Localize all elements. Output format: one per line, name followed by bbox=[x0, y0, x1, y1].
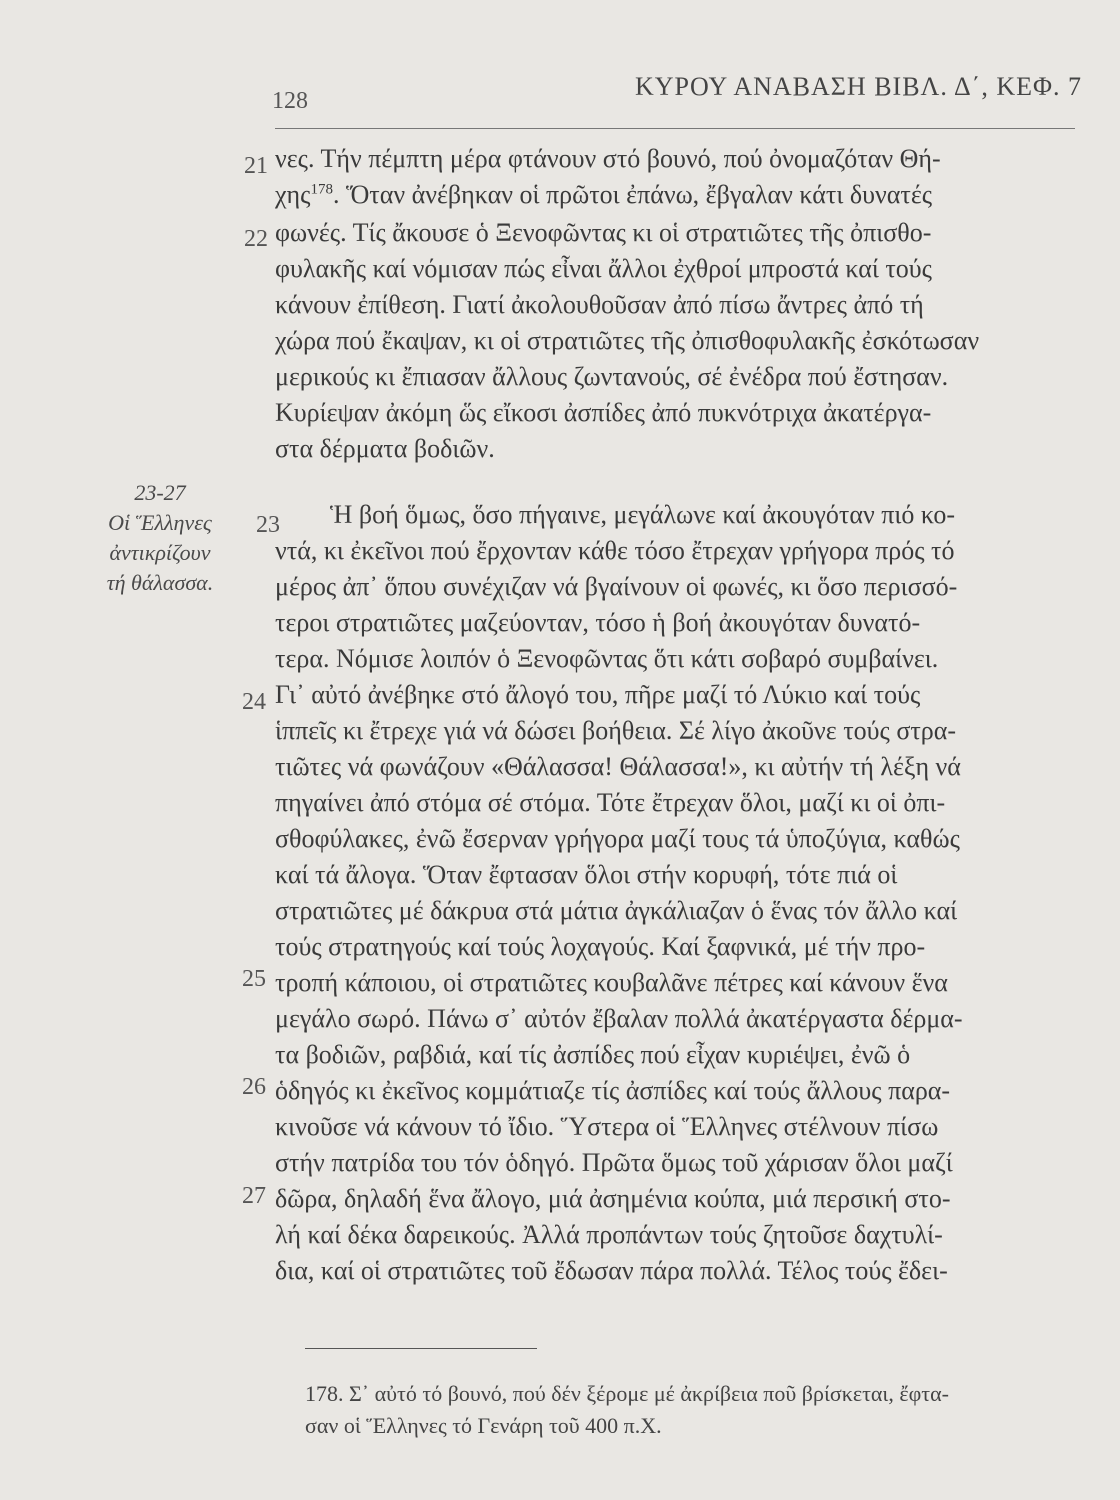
text-line: φωνές. Τίς ἄκουσε ὁ Ξενοφῶντας κι οἱ στρατιῶτες τῆς ὀπισθο- bbox=[275, 218, 932, 247]
margin-note-line: ἀντικρίζουν bbox=[109, 540, 211, 565]
margin-note-line: Οἱ Ἕλληνες bbox=[108, 510, 212, 535]
text-line: μερικούς κι ἔπιασαν ἄλλους ζωντανούς, σέ ἐνέδρα πού ἔστησαν. bbox=[275, 362, 949, 391]
section-number: 23 bbox=[256, 512, 280, 538]
text-line: καί τά ἄλογα. Ὅταν ἔφτασαν ὅλοι στήν κορυφή, τότε πιά οἱ bbox=[275, 860, 898, 889]
text-line: ντά, κι ἐκεῖνοι πού ἔρχονταν κάθε τόσο ἔτρεχαν γρήγορα πρός τό bbox=[275, 536, 955, 565]
section-number: 22 bbox=[244, 226, 268, 252]
text-line: Ἡ βοή ὅμως, ὅσο πήγαινε, μεγάλωνε καί ἀκουγόταν πιό κο- bbox=[330, 500, 956, 529]
footnote-ref: 178 bbox=[310, 181, 333, 198]
running-head: ΚΥΡΟΥ ΑΝΑΒΑΣΗ ΒΙΒΛ. Δ΄, ΚΕΦ. 7 bbox=[634, 72, 1082, 101]
section-number: 27 bbox=[242, 1183, 266, 1209]
text-line: τιῶτες νά φωνάζουν «Θάλασσα! Θάλασσα!», κι αὐτήν τή λέξη νά bbox=[275, 752, 961, 781]
footnote-line: 178. Σ᾽ αὐτό τό βουνό, πού δέν ξέρομε μέ ἀκρίβεια ποῦ βρίσκεται, ἔφτα- bbox=[305, 1381, 949, 1406]
text-line: μέρος ἀπ᾽ ὅπου συνέχιζαν νά βγαίνουν οἱ φωνές, κι ὅσο περισσό- bbox=[275, 572, 958, 601]
text-line: χης$^{178}$. Ὅταν ἀνέβηκαν οἱ πρῶτοι ἐπάνω, ἔβγαλαν κάτι δυνατές bbox=[275, 180, 933, 209]
text-line: λή καί δέκα δαρεικούς. Ἀλλά προπάντων τούς ζητοῦσε δαχτυλί- bbox=[275, 1220, 943, 1249]
text-line: Κυρίεψαν ἀκόμη ὥς εἴκοσι ἀσπίδες ἀπό πυκνότριχα ἀκατέργα- bbox=[275, 398, 932, 427]
section-number: 21 bbox=[244, 153, 268, 179]
section-number: 25 bbox=[242, 966, 266, 992]
text-line: στα δέρματα βοδιῶν. bbox=[275, 434, 495, 463]
margin-note-range: 23-27 bbox=[134, 480, 186, 505]
text-line: νες. Τήν πέμπτη μέρα φτάνουν στό βουνό, πού ὀνομαζόταν Θή- bbox=[275, 144, 941, 173]
text-line: κινοῦσε νά κάνουν τό ἴδιο. Ὕστερα οἱ Ἕλληνες στέλνουν πίσω bbox=[275, 1112, 939, 1141]
text-line: τερα. Νόμισε λοιπόν ὁ Ξενοφῶντας ὅτι κάτι σοβαρό συμβαίνει. bbox=[275, 644, 939, 673]
text-line: Γι᾽ αὐτό ἀνέβηκε στό ἄλογό του, πῆρε μαζί τό Λύκιο καί τούς bbox=[275, 680, 921, 709]
text-line: τεροι στρατιῶτες μαζεύονταν, τόσο ἡ βοή ἀκουγόταν δυνατό- bbox=[275, 608, 921, 637]
text-line: δῶρα, δηλαδή ἕνα ἄλογο, μιά ἀσημένια κούπα, μιά περσική στο- bbox=[275, 1184, 951, 1213]
section-number: 24 bbox=[242, 689, 266, 715]
footnote-line: σαν οἱ Ἕλληνες τό Γενάρη τοῦ 400 π.Χ. bbox=[305, 1413, 662, 1438]
text-line: φυλακῆς καί νόμισαν πώς εἶναι ἄλλοι ἐχθροί μπροστά καί τούς bbox=[275, 254, 932, 283]
text-line: κάνουν ἐπίθεση. Γιατί ἀκολουθοῦσαν ἀπό πίσω ἄντρες ἀπό τή bbox=[275, 290, 924, 319]
text-line: σθοφύλακες, ἐνῶ ἔσερναν γρήγορα μαζί τους τά ὑποζύγια, καθώς bbox=[275, 824, 960, 853]
text-line: ἱππεῖς κι ἔτρεχε γιά νά δώσει βοήθεια. Σέ λίγο ἀκοῦνε τούς στρα- bbox=[275, 716, 957, 745]
text-line: πηγαίνει ἀπό στόμα σέ στόμα. Τότε ἔτρεχαν ὅλοι, μαζί κι οἱ ὀπι- bbox=[275, 788, 946, 817]
margin-note-line: τή θάλασσα. bbox=[106, 570, 214, 595]
text-line: τροπή κάποιου, οἱ στρατιῶτες κουβαλᾶνε πέτρες καί κάνουν ἕνα bbox=[275, 968, 948, 997]
text-line: ὁδηγός κι ἐκεῖνος κομμάτιαζε τίς ἀσπίδες καί τούς ἄλλους παρα- bbox=[275, 1076, 951, 1105]
text-line: μεγάλο σωρό. Πάνω σ᾽ αὐτόν ἔβαλαν πολλά ἀκατέργαστα δέρμα- bbox=[275, 1004, 963, 1033]
text-line: τούς στρατηγούς καί τούς λοχαγούς. Καί ξαφνικά, μέ τήν προ- bbox=[275, 932, 926, 961]
section-number: 26 bbox=[242, 1074, 266, 1100]
text-line: στρατιῶτες μέ δάκρυα στά μάτια ἀγκάλιαζαν ὁ ἕνας τόν ἄλλο καί bbox=[275, 896, 958, 925]
text-line: τα βοδιῶν, ραβδιά, καί τίς ἀσπίδες πού εἶχαν κυριέψει, ἐνῶ ὁ bbox=[275, 1040, 911, 1069]
footnote-rule bbox=[305, 1348, 537, 1349]
text-line: στήν πατρίδα του τόν ὁδηγό. Πρῶτα ὅμως τοῦ χάρισαν ὅλοι μαζί bbox=[275, 1148, 953, 1177]
text-line: δια, καί οἱ στρατιῶτες τοῦ ἔδωσαν πάρα πολλά. Τέλος τούς ἔδει- bbox=[275, 1256, 948, 1285]
text-line: χώρα πού ἔκαψαν, κι οἱ στρατιῶτες τῆς ὀπισθοφυλακῆς ἐσκότωσαν bbox=[275, 326, 980, 355]
page-number: 128 bbox=[272, 88, 308, 114]
